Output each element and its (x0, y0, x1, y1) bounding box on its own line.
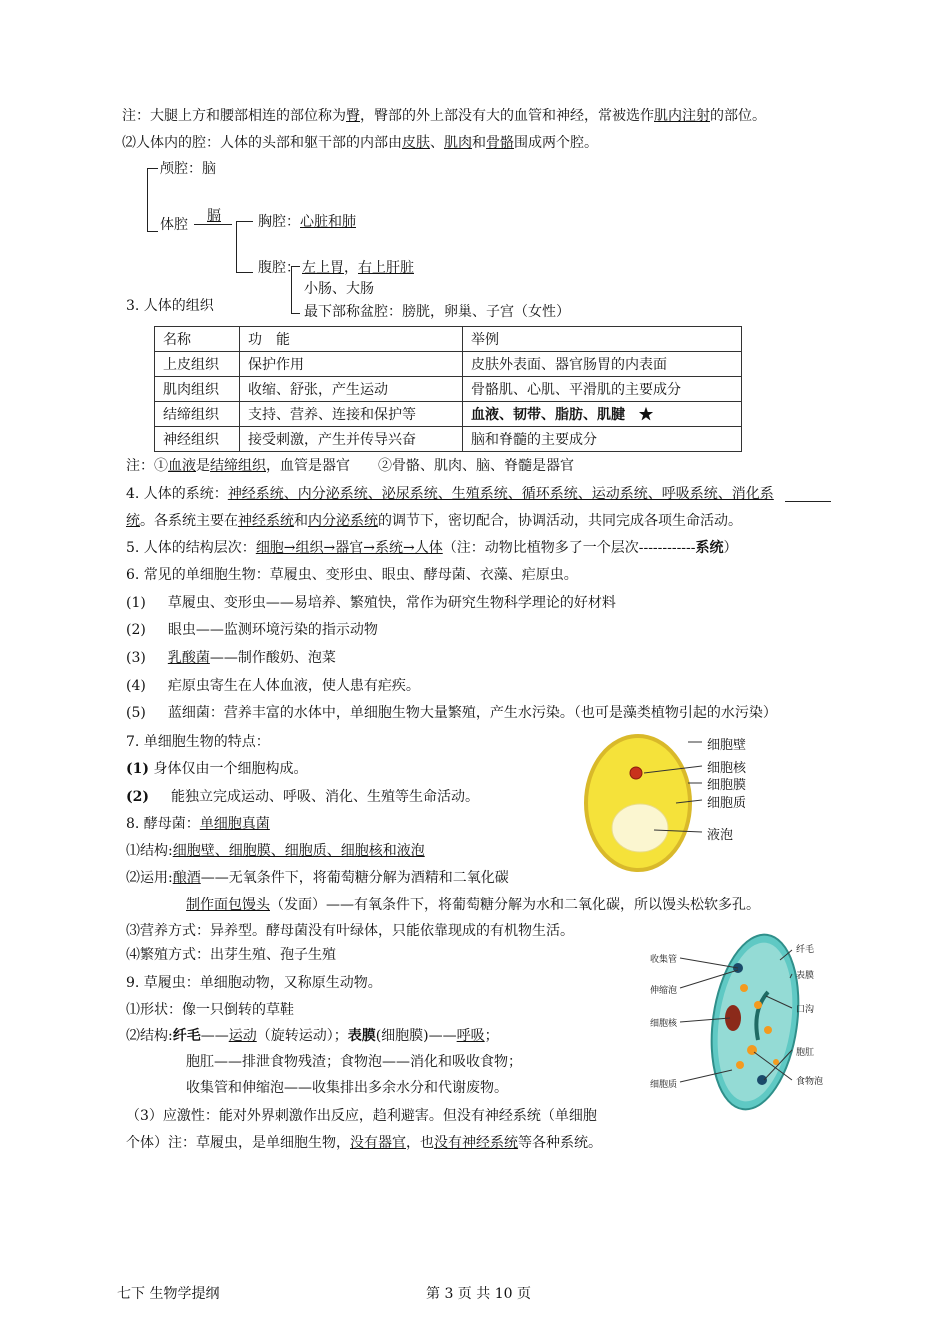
systems-underline-tail (785, 501, 831, 502)
footer-title: 七下 生物学提纲 (117, 1286, 220, 1302)
tissue-note: 注：①血液是结缔组织，血管是器官 ②骨骼、肌肉、脑、脊髓是器官 (126, 458, 574, 474)
table-cell: 皮肤外表面、器官肠胃的内表面 (463, 352, 742, 377)
paramecium-structure-3: 收集管和伸缩泡——收集排出多余水分和代谢废物。 (186, 1080, 508, 1096)
table-row (155, 427, 742, 452)
yeast-nucleus (630, 767, 642, 779)
tissue-heading: 3. 人体的组织 (126, 298, 214, 314)
yeast-nutrition: ⑶营养方式：异养型。酵母菌没有叶绿体，只能依靠现成的有机物生活。 (126, 923, 574, 939)
list-item: (1) 草履虫、变形虫——易培养、繁殖快，常作为研究生物科学理论的好材料 (126, 595, 616, 611)
list-item: (4) 疟原虫寄生在人体血液，使人患有疟疾。 (126, 678, 420, 694)
yeast-label: 细胞核 (707, 761, 747, 776)
table-row (155, 377, 742, 402)
table-cell: 脑和脊髓的主要成分 (463, 427, 742, 452)
paramecium-label: 细胞质 (650, 1080, 678, 1090)
yeast-label: 细胞壁 (707, 738, 747, 753)
table-cell: 收缩、舒张，产生运动 (240, 377, 463, 402)
table-cell: 保护作用 (240, 352, 463, 377)
structure-levels: 5. 人体的结构层次：细胞→组织→器官→系统→人体（注：动物比植物多了一个层次------------系统） (126, 540, 738, 556)
paramecium-shape: ⑴形状：像一只倒转的草鞋 (126, 1002, 294, 1018)
paramecium-label: 胞肛 (796, 1048, 815, 1058)
diaphragm-label: 膈 (207, 208, 221, 224)
paramecium-label: 收集管 (650, 955, 678, 965)
cavity-intro: ⑵人体内的腔：人体的头部和躯干部的内部由皮肤、肌肉和骨骼围成两个腔。 (122, 135, 598, 151)
table-header: 举例 (463, 327, 742, 352)
cranial-cavity: 颅腔：脑 (160, 161, 216, 177)
note-buttock: 注：大腿上方和腰部相连的部位称为臀，臀部的外上部没有大的血管和神经，常被选作肌内注射的部位。 (122, 108, 766, 124)
features-heading: 7. 单细胞生物的特点： (126, 734, 270, 750)
systems-line-1: 4. 人体的系统：神经系统、内分泌系统、泌尿系统、生殖系统、循环系统、运动系统、呼吸系统、消化系 (126, 486, 774, 502)
table-row (155, 352, 742, 377)
paramecium-response-1: （3）应激性：能对外界刺激作出反应，趋利避害。但没有神经系统（单细胞 (126, 1108, 597, 1124)
contractile-vacuole (757, 1075, 767, 1085)
yeast-use-2: 制作面包馒头（发面）——有氧条件下，将葡萄糖分解为水和二氧化碳，所以馒头松软多孔。 (186, 897, 760, 913)
table-cell: 骨骼肌、心肌、平滑肌的主要成分 (463, 377, 742, 402)
yeast-use-1: ⑵运用:酿酒——无氧条件下，将葡萄糖分解为酒精和二氧化碳 (126, 870, 509, 886)
paramecium-structure-1: ⑵结构:纤毛——运动（旋转运动）；表膜(细胞膜)——呼吸； (126, 1028, 499, 1044)
abdominal-bracket (291, 266, 300, 314)
yeast-label: 细胞膜 (707, 778, 747, 793)
table-cell: 支持、营养、连接和保护等 (240, 402, 463, 427)
paramecium-response-2: 个体）注：草履虫，是单细胞生物，没有器官，也没有神经系统等各种系统。 (126, 1135, 602, 1151)
tissue-table (154, 326, 742, 452)
abdominal-item-3: 最下部称盆腔：膀胱，卵巢、子宫（女性） (304, 304, 570, 320)
body-cavity: 体腔 (160, 217, 188, 233)
thoracic-cavity: 胸腔：心脏和肺 (258, 214, 356, 230)
list-item: (5) 蓝细菌：营养丰富的水体中，单细胞生物大量繁殖，产生水污染。（也可是藻类植物引起的水污染） (126, 705, 777, 721)
yeast-structure: ⑴结构:细胞壁、细胞膜、细胞质、细胞核和液泡 (126, 843, 425, 859)
cavity-bracket-main (147, 168, 158, 232)
yeast-label: 液泡 (707, 828, 734, 843)
table-cell: 结缔组织 (155, 402, 240, 427)
table-cell: 肌肉组织 (155, 377, 240, 402)
unicellular-heading: 6. 常见的单细胞生物：草履虫、变形虫、眼虫、酵母菌、衣藻、疟原虫。 (126, 567, 578, 583)
food-vacuole (740, 984, 748, 992)
table-header: 名称 (155, 327, 240, 352)
table-row (155, 402, 742, 427)
abdominal-cavity-label: 腹腔： (258, 260, 300, 276)
table-cell: 接受刺激，产生并传导兴奋 (240, 427, 463, 452)
systems-line-2: 统。各系统主要在神经系统和内分泌系统的调节下，密切配合，协调活动，共同完成各项生命活动。 (126, 513, 742, 529)
paramecium-label: 表膜 (796, 971, 815, 981)
yeast-label: 细胞质 (707, 796, 747, 811)
feature-2: (2) 能独立完成运动、呼吸、消化、生殖等生命活动。 (126, 789, 479, 805)
food-vacuole (736, 1061, 744, 1069)
feature-1: (1) 身体仅由一个细胞构成。 (126, 761, 308, 777)
abdominal-item-2: 小肠、大肠 (304, 281, 374, 297)
table-header: 功 能 (240, 327, 463, 352)
yeast-heading: 8. 酵母菌：单细胞真菌 (126, 816, 270, 832)
paramecium-label: 纤毛 (796, 945, 815, 955)
food-vacuole (773, 1059, 779, 1065)
paramecium-label: 食物泡 (796, 1077, 824, 1087)
paramecium-heading: 9. 草履虫：单细胞动物，又称原生动物。 (126, 975, 382, 991)
table-cell: 神经组织 (155, 427, 240, 452)
paramecium-label: 伸缩泡 (650, 986, 678, 996)
food-vacuole (754, 1001, 762, 1009)
paramecium-label: 细胞核 (650, 1019, 678, 1029)
table-cell: 血液、韧带、脂肪、肌腱 ★ (463, 402, 742, 427)
list-item: (3) 乳酸菌——制作酸奶、泡菜 (126, 650, 336, 666)
table-header-row (155, 327, 742, 352)
page-number: 第 3 页 共 10 页 (426, 1286, 531, 1302)
body-cavity-bracket (236, 221, 253, 273)
yeast-vacuole (612, 804, 668, 852)
food-vacuole (764, 1026, 772, 1034)
paramecium-structure-2: 胞肛——排泄食物残渣；食物泡——消化和吸收食物； (186, 1054, 522, 1070)
yeast-reproduction: ⑷繁殖方式：出芽生殖、孢子生殖 (126, 947, 336, 963)
list-item: (2) 眼虫——监测环境污染的指示动物 (126, 622, 378, 638)
abdominal-item-1: 左上胃，右上肝脏 (302, 260, 414, 276)
paramecium-label: 口沟 (796, 1005, 815, 1015)
table-cell: 上皮组织 (155, 352, 240, 377)
